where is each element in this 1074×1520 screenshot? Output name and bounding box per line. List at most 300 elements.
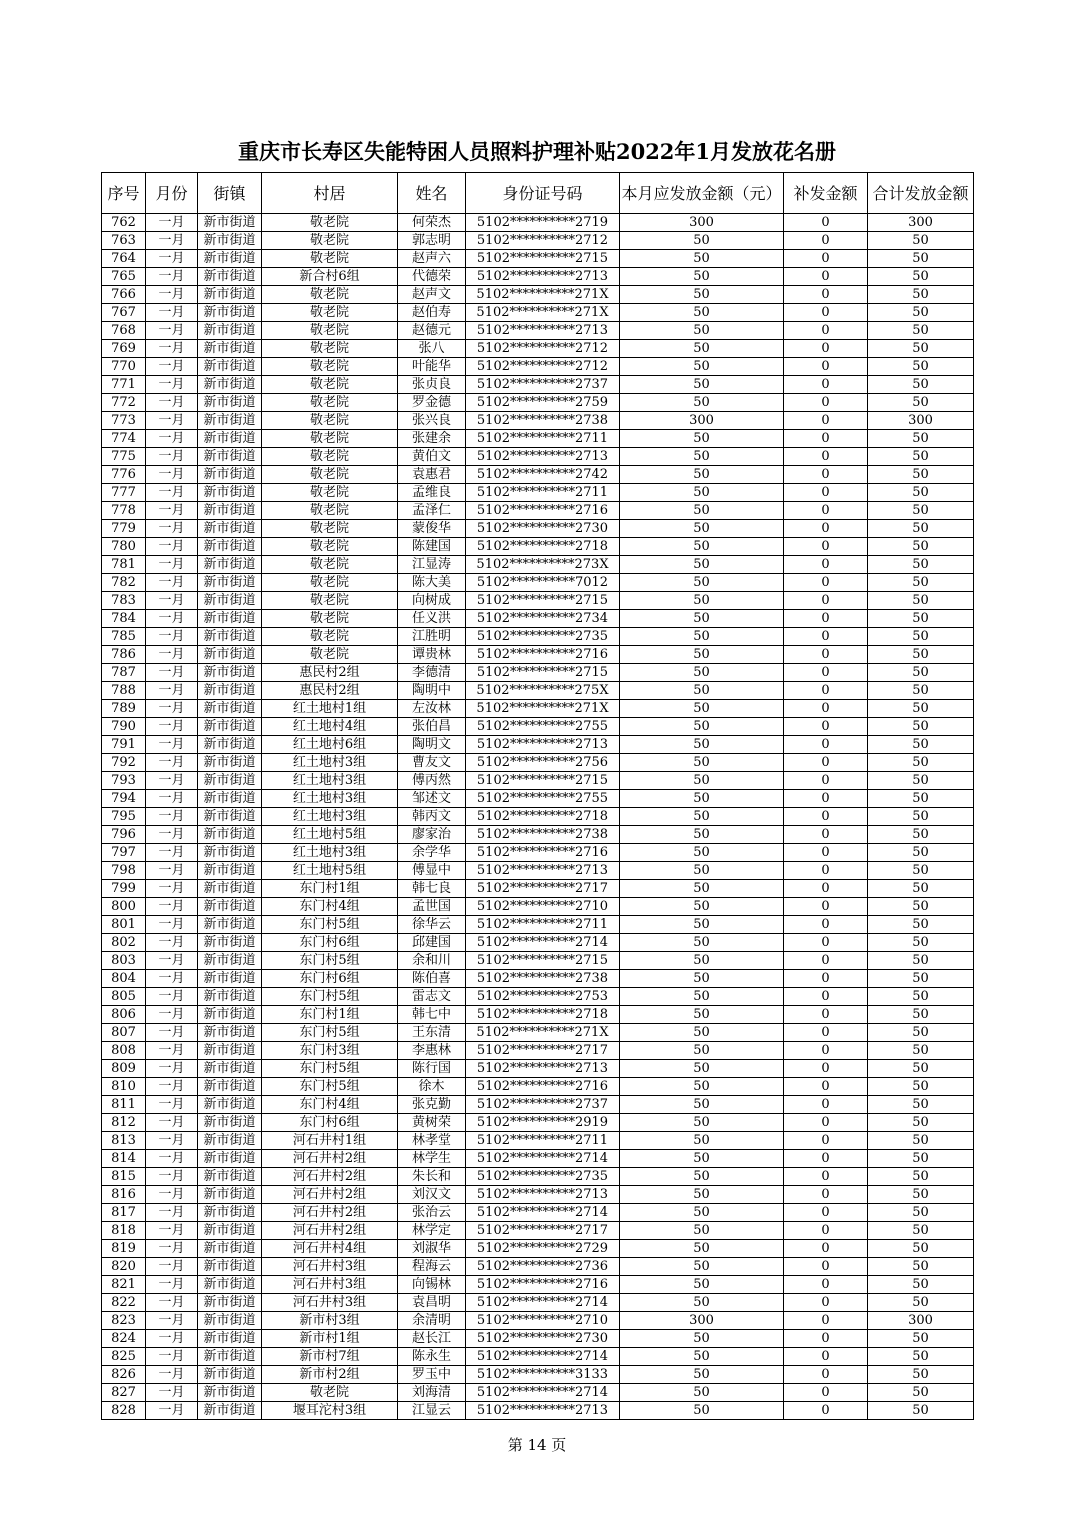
cell-col-seq: 811 — [102, 1096, 146, 1114]
cell-col-street: 新市街道 — [198, 1150, 262, 1168]
cell-col-village: 敬老院 — [262, 520, 398, 538]
cell-col-month: 一月 — [146, 898, 198, 916]
cell-col-street: 新市街道 — [198, 394, 262, 412]
cell-col-id: 5102**********2710 — [466, 1312, 620, 1330]
cell-col-id: 5102**********2711 — [466, 1132, 620, 1150]
cell-col-name: 张伯昌 — [398, 718, 466, 736]
table-row — [102, 736, 974, 754]
cell-col-village: 东门村1组 — [262, 880, 398, 898]
cell-col-village: 河石井村3组 — [262, 1276, 398, 1294]
table-row — [102, 664, 974, 682]
cell-col-total: 50 — [868, 970, 974, 988]
cell-col-month: 一月 — [146, 484, 198, 502]
cell-col-street: 新市街道 — [198, 214, 262, 232]
cell-col-name: 邱建国 — [398, 934, 466, 952]
cell-col-village: 敬老院 — [262, 250, 398, 268]
table-row — [102, 646, 974, 664]
cell-col-month: 一月 — [146, 1240, 198, 1258]
cell-col-village: 新合村6组 — [262, 268, 398, 286]
cell-col-id: 5102**********2735 — [466, 628, 620, 646]
cell-col-village: 红土地村5组 — [262, 862, 398, 880]
cell-col-street: 新市街道 — [198, 1078, 262, 1096]
cell-col-amount: 50 — [620, 358, 784, 376]
cell-col-village: 东门村1组 — [262, 1006, 398, 1024]
cell-col-id: 5102**********2716 — [466, 646, 620, 664]
cell-col-supplement: 0 — [784, 394, 868, 412]
cell-col-village: 敬老院 — [262, 214, 398, 232]
cell-col-street: 新市街道 — [198, 646, 262, 664]
cell-col-seq: 766 — [102, 286, 146, 304]
header-col-supplement: 补发金额 — [784, 173, 868, 214]
cell-col-total: 50 — [868, 664, 974, 682]
table-row — [102, 1276, 974, 1294]
cell-col-total: 50 — [868, 466, 974, 484]
table-row — [102, 826, 974, 844]
cell-col-street: 新市街道 — [198, 862, 262, 880]
cell-col-amount: 50 — [620, 1150, 784, 1168]
cell-col-village: 新市村1组 — [262, 1330, 398, 1348]
cell-col-seq: 789 — [102, 700, 146, 718]
cell-col-total: 50 — [868, 520, 974, 538]
cell-col-total: 50 — [868, 574, 974, 592]
cell-col-street: 新市街道 — [198, 1330, 262, 1348]
cell-col-seq: 814 — [102, 1150, 146, 1168]
cell-col-village: 惠民村2组 — [262, 682, 398, 700]
cell-col-amount: 50 — [620, 1222, 784, 1240]
cell-col-name: 张克勤 — [398, 1096, 466, 1114]
page-number: 第 14 页 — [507, 1436, 567, 1454]
cell-col-village: 东门村5组 — [262, 916, 398, 934]
cell-col-street: 新市街道 — [198, 502, 262, 520]
table-row — [102, 1096, 974, 1114]
cell-col-supplement: 0 — [784, 358, 868, 376]
cell-col-name: 刘淑华 — [398, 1240, 466, 1258]
cell-col-street: 新市街道 — [198, 1132, 262, 1150]
cell-col-total: 50 — [868, 1168, 974, 1186]
cell-col-village: 东门村5组 — [262, 988, 398, 1006]
cell-col-seq: 770 — [102, 358, 146, 376]
cell-col-id: 5102**********2714 — [466, 1294, 620, 1312]
cell-col-street: 新市街道 — [198, 628, 262, 646]
cell-col-id: 5102**********2712 — [466, 340, 620, 358]
cell-col-name: 黄伯文 — [398, 448, 466, 466]
cell-col-total: 50 — [868, 502, 974, 520]
cell-col-name: 赵声文 — [398, 286, 466, 304]
cell-col-id: 5102**********2730 — [466, 520, 620, 538]
cell-col-village: 红土地村3组 — [262, 790, 398, 808]
cell-col-amount: 50 — [620, 430, 784, 448]
table-row — [102, 1402, 974, 1420]
cell-col-amount: 50 — [620, 1204, 784, 1222]
header-col-amount: 本月应发放金额（元） — [620, 173, 784, 214]
cell-col-village: 敬老院 — [262, 232, 398, 250]
cell-col-supplement: 0 — [784, 700, 868, 718]
cell-col-street: 新市街道 — [198, 898, 262, 916]
cell-col-id: 5102**********2712 — [466, 358, 620, 376]
cell-col-total: 50 — [868, 376, 974, 394]
cell-col-street: 新市街道 — [198, 1366, 262, 1384]
table-row — [102, 430, 974, 448]
cell-col-seq: 794 — [102, 790, 146, 808]
cell-col-supplement: 0 — [784, 898, 868, 916]
cell-col-street: 新市街道 — [198, 754, 262, 772]
cell-col-month: 一月 — [146, 358, 198, 376]
cell-col-month: 一月 — [146, 448, 198, 466]
cell-col-village: 红土地村4组 — [262, 718, 398, 736]
cell-col-seq: 819 — [102, 1240, 146, 1258]
cell-col-street: 新市街道 — [198, 1168, 262, 1186]
cell-col-name: 雷志文 — [398, 988, 466, 1006]
cell-col-total: 50 — [868, 844, 974, 862]
table-row — [102, 394, 974, 412]
cell-col-month: 一月 — [146, 1024, 198, 1042]
cell-col-village: 红土地村6组 — [262, 736, 398, 754]
cell-col-street: 新市街道 — [198, 268, 262, 286]
cell-col-supplement: 0 — [784, 862, 868, 880]
cell-col-amount: 50 — [620, 1366, 784, 1384]
cell-col-street: 新市街道 — [198, 1312, 262, 1330]
cell-col-id: 5102**********2716 — [466, 1078, 620, 1096]
cell-col-supplement: 0 — [784, 934, 868, 952]
cell-col-month: 一月 — [146, 214, 198, 232]
cell-col-name: 江胜明 — [398, 628, 466, 646]
cell-col-total: 50 — [868, 1042, 974, 1060]
cell-col-street: 新市街道 — [198, 574, 262, 592]
cell-col-amount: 50 — [620, 1060, 784, 1078]
cell-col-street: 新市街道 — [198, 736, 262, 754]
cell-col-name: 郭志明 — [398, 232, 466, 250]
cell-col-name: 傅显中 — [398, 862, 466, 880]
cell-col-village: 敬老院 — [262, 592, 398, 610]
cell-col-amount: 50 — [620, 682, 784, 700]
cell-col-name: 江显云 — [398, 1402, 466, 1420]
cell-col-month: 一月 — [146, 340, 198, 358]
cell-col-month: 一月 — [146, 268, 198, 286]
cell-col-supplement: 0 — [784, 736, 868, 754]
cell-col-supplement: 0 — [784, 1168, 868, 1186]
cell-col-name: 罗玉中 — [398, 1366, 466, 1384]
cell-col-month: 一月 — [146, 502, 198, 520]
cell-col-seq: 790 — [102, 718, 146, 736]
table-row — [102, 592, 974, 610]
cell-col-amount: 50 — [620, 844, 784, 862]
cell-col-street: 新市街道 — [198, 412, 262, 430]
cell-col-total: 50 — [868, 700, 974, 718]
cell-col-village: 敬老院 — [262, 1384, 398, 1402]
cell-col-village: 东门村5组 — [262, 952, 398, 970]
cell-col-street: 新市街道 — [198, 1348, 262, 1366]
cell-col-street: 新市街道 — [198, 430, 262, 448]
cell-col-seq: 784 — [102, 610, 146, 628]
cell-col-id: 5102**********7012 — [466, 574, 620, 592]
cell-col-month: 一月 — [146, 880, 198, 898]
cell-col-amount: 50 — [620, 1384, 784, 1402]
cell-col-total: 50 — [868, 1006, 974, 1024]
cell-col-seq: 785 — [102, 628, 146, 646]
cell-col-village: 河石井村3组 — [262, 1258, 398, 1276]
cell-col-amount: 50 — [620, 718, 784, 736]
cell-col-name: 代德荣 — [398, 268, 466, 286]
cell-col-supplement: 0 — [784, 952, 868, 970]
cell-col-amount: 50 — [620, 736, 784, 754]
cell-col-village: 新市村3组 — [262, 1312, 398, 1330]
cell-col-supplement: 0 — [784, 970, 868, 988]
cell-col-amount: 50 — [620, 1402, 784, 1420]
cell-col-village: 东门村5组 — [262, 1078, 398, 1096]
cell-col-id: 5102**********2715 — [466, 250, 620, 268]
cell-col-supplement: 0 — [784, 1276, 868, 1294]
cell-col-amount: 50 — [620, 700, 784, 718]
table-row — [102, 1348, 974, 1366]
cell-col-street: 新市街道 — [198, 682, 262, 700]
cell-col-amount: 50 — [620, 556, 784, 574]
cell-col-amount: 50 — [620, 1096, 784, 1114]
cell-col-amount: 50 — [620, 970, 784, 988]
cell-col-village: 敬老院 — [262, 574, 398, 592]
cell-col-total: 50 — [868, 1114, 974, 1132]
cell-col-name: 余清明 — [398, 1312, 466, 1330]
cell-col-supplement: 0 — [784, 502, 868, 520]
cell-col-name: 刘海清 — [398, 1384, 466, 1402]
table-row — [102, 1078, 974, 1096]
table-row — [102, 232, 974, 250]
cell-col-seq: 772 — [102, 394, 146, 412]
cell-col-month: 一月 — [146, 556, 198, 574]
cell-col-id: 5102**********2755 — [466, 718, 620, 736]
cell-col-supplement: 0 — [784, 1042, 868, 1060]
cell-col-id: 5102**********2713 — [466, 736, 620, 754]
cell-col-village: 敬老院 — [262, 358, 398, 376]
cell-col-total: 50 — [868, 952, 974, 970]
cell-col-street: 新市街道 — [198, 880, 262, 898]
cell-col-total: 50 — [868, 790, 974, 808]
cell-col-street: 新市街道 — [198, 286, 262, 304]
cell-col-village: 敬老院 — [262, 628, 398, 646]
table-row — [102, 880, 974, 898]
cell-col-total: 50 — [868, 1060, 974, 1078]
cell-col-month: 一月 — [146, 574, 198, 592]
cell-col-total: 50 — [868, 772, 974, 790]
cell-col-month: 一月 — [146, 664, 198, 682]
cell-col-street: 新市街道 — [198, 1060, 262, 1078]
cell-col-village: 敬老院 — [262, 304, 398, 322]
cell-col-amount: 50 — [620, 1330, 784, 1348]
cell-col-id: 5102**********2715 — [466, 952, 620, 970]
cell-col-month: 一月 — [146, 304, 198, 322]
cell-col-supplement: 0 — [784, 646, 868, 664]
cell-col-id: 5102**********2742 — [466, 466, 620, 484]
cell-col-supplement: 0 — [784, 556, 868, 574]
table-header-row — [102, 173, 974, 214]
header-col-id: 身份证号码 — [466, 173, 620, 214]
cell-col-street: 新市街道 — [198, 772, 262, 790]
cell-col-total: 50 — [868, 1366, 974, 1384]
cell-col-amount: 50 — [620, 394, 784, 412]
cell-col-seq: 765 — [102, 268, 146, 286]
cell-col-total: 50 — [868, 322, 974, 340]
cell-col-name: 江显涛 — [398, 556, 466, 574]
cell-col-supplement: 0 — [784, 1240, 868, 1258]
cell-col-village: 红土地村5组 — [262, 826, 398, 844]
cell-col-month: 一月 — [146, 1186, 198, 1204]
cell-col-supplement: 0 — [784, 916, 868, 934]
cell-col-seq: 797 — [102, 844, 146, 862]
cell-col-supplement: 0 — [784, 1222, 868, 1240]
cell-col-id: 5102**********271X — [466, 304, 620, 322]
table-row — [102, 340, 974, 358]
table-row — [102, 952, 974, 970]
table-row — [102, 538, 974, 556]
cell-col-amount: 50 — [620, 466, 784, 484]
cell-col-seq: 769 — [102, 340, 146, 358]
cell-col-amount: 50 — [620, 628, 784, 646]
cell-col-street: 新市街道 — [198, 1204, 262, 1222]
cell-col-month: 一月 — [146, 988, 198, 1006]
cell-col-supplement: 0 — [784, 304, 868, 322]
cell-col-name: 朱长和 — [398, 1168, 466, 1186]
table-body — [102, 214, 974, 1420]
cell-col-village: 河石井村2组 — [262, 1204, 398, 1222]
cell-col-month: 一月 — [146, 1222, 198, 1240]
cell-col-name: 张兴良 — [398, 412, 466, 430]
cell-col-month: 一月 — [146, 934, 198, 952]
cell-col-street: 新市街道 — [198, 1042, 262, 1060]
cell-col-village: 敬老院 — [262, 448, 398, 466]
cell-col-amount: 50 — [620, 1132, 784, 1150]
cell-col-name: 何荣杰 — [398, 214, 466, 232]
cell-col-village: 东门村4组 — [262, 898, 398, 916]
cell-col-seq: 804 — [102, 970, 146, 988]
cell-col-village: 河石井村2组 — [262, 1186, 398, 1204]
cell-col-name: 张治云 — [398, 1204, 466, 1222]
cell-col-total: 50 — [868, 1132, 974, 1150]
cell-col-supplement: 0 — [784, 808, 868, 826]
cell-col-name: 邹述文 — [398, 790, 466, 808]
cell-col-supplement: 0 — [784, 520, 868, 538]
cell-col-month: 一月 — [146, 466, 198, 484]
cell-col-month: 一月 — [146, 1042, 198, 1060]
cell-col-month: 一月 — [146, 700, 198, 718]
cell-col-street: 新市街道 — [198, 916, 262, 934]
cell-col-supplement: 0 — [784, 628, 868, 646]
cell-col-seq: 815 — [102, 1168, 146, 1186]
table-row — [102, 412, 974, 430]
cell-col-village: 惠民村2组 — [262, 664, 398, 682]
cell-col-total: 50 — [868, 304, 974, 322]
cell-col-name: 陈伯喜 — [398, 970, 466, 988]
cell-col-village: 敬老院 — [262, 412, 398, 430]
cell-col-village: 敬老院 — [262, 286, 398, 304]
cell-col-total: 50 — [868, 754, 974, 772]
cell-col-supplement: 0 — [784, 574, 868, 592]
table-row — [102, 1204, 974, 1222]
cell-col-total: 50 — [868, 736, 974, 754]
cell-col-village: 敬老院 — [262, 394, 398, 412]
cell-col-seq: 807 — [102, 1024, 146, 1042]
cell-col-id: 5102**********2759 — [466, 394, 620, 412]
table-row — [102, 268, 974, 286]
cell-col-total: 50 — [868, 232, 974, 250]
cell-col-village: 红土地村3组 — [262, 754, 398, 772]
cell-col-seq: 825 — [102, 1348, 146, 1366]
cell-col-amount: 50 — [620, 574, 784, 592]
cell-col-seq: 780 — [102, 538, 146, 556]
cell-col-amount: 50 — [620, 1168, 784, 1186]
cell-col-village: 红土地村3组 — [262, 772, 398, 790]
table-row — [102, 682, 974, 700]
cell-col-name: 赵长江 — [398, 1330, 466, 1348]
table-row — [102, 790, 974, 808]
cell-col-name: 陈建国 — [398, 538, 466, 556]
cell-col-amount: 50 — [620, 664, 784, 682]
cell-col-amount: 50 — [620, 934, 784, 952]
cell-col-seq: 786 — [102, 646, 146, 664]
cell-col-village: 敬老院 — [262, 340, 398, 358]
cell-col-village: 敬老院 — [262, 466, 398, 484]
cell-col-amount: 50 — [620, 484, 784, 502]
cell-col-id: 5102**********2755 — [466, 790, 620, 808]
cell-col-total: 300 — [868, 214, 974, 232]
cell-col-supplement: 0 — [784, 1312, 868, 1330]
cell-col-seq: 777 — [102, 484, 146, 502]
cell-col-total: 50 — [868, 1222, 974, 1240]
cell-col-street: 新市街道 — [198, 1294, 262, 1312]
cell-col-month: 一月 — [146, 682, 198, 700]
cell-col-street: 新市街道 — [198, 952, 262, 970]
cell-col-id: 5102**********2714 — [466, 1348, 620, 1366]
cell-col-street: 新市街道 — [198, 610, 262, 628]
cell-col-month: 一月 — [146, 1366, 198, 1384]
cell-col-total: 300 — [868, 412, 974, 430]
cell-col-amount: 50 — [620, 1006, 784, 1024]
cell-col-village: 敬老院 — [262, 502, 398, 520]
cell-col-month: 一月 — [146, 1276, 198, 1294]
table-row — [102, 1024, 974, 1042]
cell-col-village: 东门村3组 — [262, 1042, 398, 1060]
cell-col-amount: 50 — [620, 1276, 784, 1294]
cell-col-total: 50 — [868, 1204, 974, 1222]
cell-col-name: 陈大美 — [398, 574, 466, 592]
cell-col-total: 50 — [868, 880, 974, 898]
cell-col-name: 韩七中 — [398, 1006, 466, 1024]
cell-col-street: 新市街道 — [198, 1384, 262, 1402]
cell-col-supplement: 0 — [784, 1366, 868, 1384]
cell-col-seq: 826 — [102, 1366, 146, 1384]
cell-col-amount: 50 — [620, 286, 784, 304]
cell-col-name: 刘汉文 — [398, 1186, 466, 1204]
table-row — [102, 862, 974, 880]
cell-col-month: 一月 — [146, 412, 198, 430]
table-row — [102, 466, 974, 484]
cell-col-amount: 50 — [620, 340, 784, 358]
cell-col-seq: 817 — [102, 1204, 146, 1222]
header-col-village: 村居 — [262, 173, 398, 214]
cell-col-total: 50 — [868, 610, 974, 628]
cell-col-name: 袁昌明 — [398, 1294, 466, 1312]
cell-col-id: 5102**********271X — [466, 286, 620, 304]
cell-col-street: 新市街道 — [198, 1096, 262, 1114]
cell-col-amount: 50 — [620, 1294, 784, 1312]
cell-col-name: 程海云 — [398, 1258, 466, 1276]
cell-col-amount: 50 — [620, 448, 784, 466]
cell-col-month: 一月 — [146, 790, 198, 808]
table-row — [102, 520, 974, 538]
cell-col-supplement: 0 — [784, 1006, 868, 1024]
cell-col-street: 新市街道 — [198, 592, 262, 610]
cell-col-month: 一月 — [146, 250, 198, 268]
cell-col-supplement: 0 — [784, 772, 868, 790]
cell-col-supplement: 0 — [784, 718, 868, 736]
